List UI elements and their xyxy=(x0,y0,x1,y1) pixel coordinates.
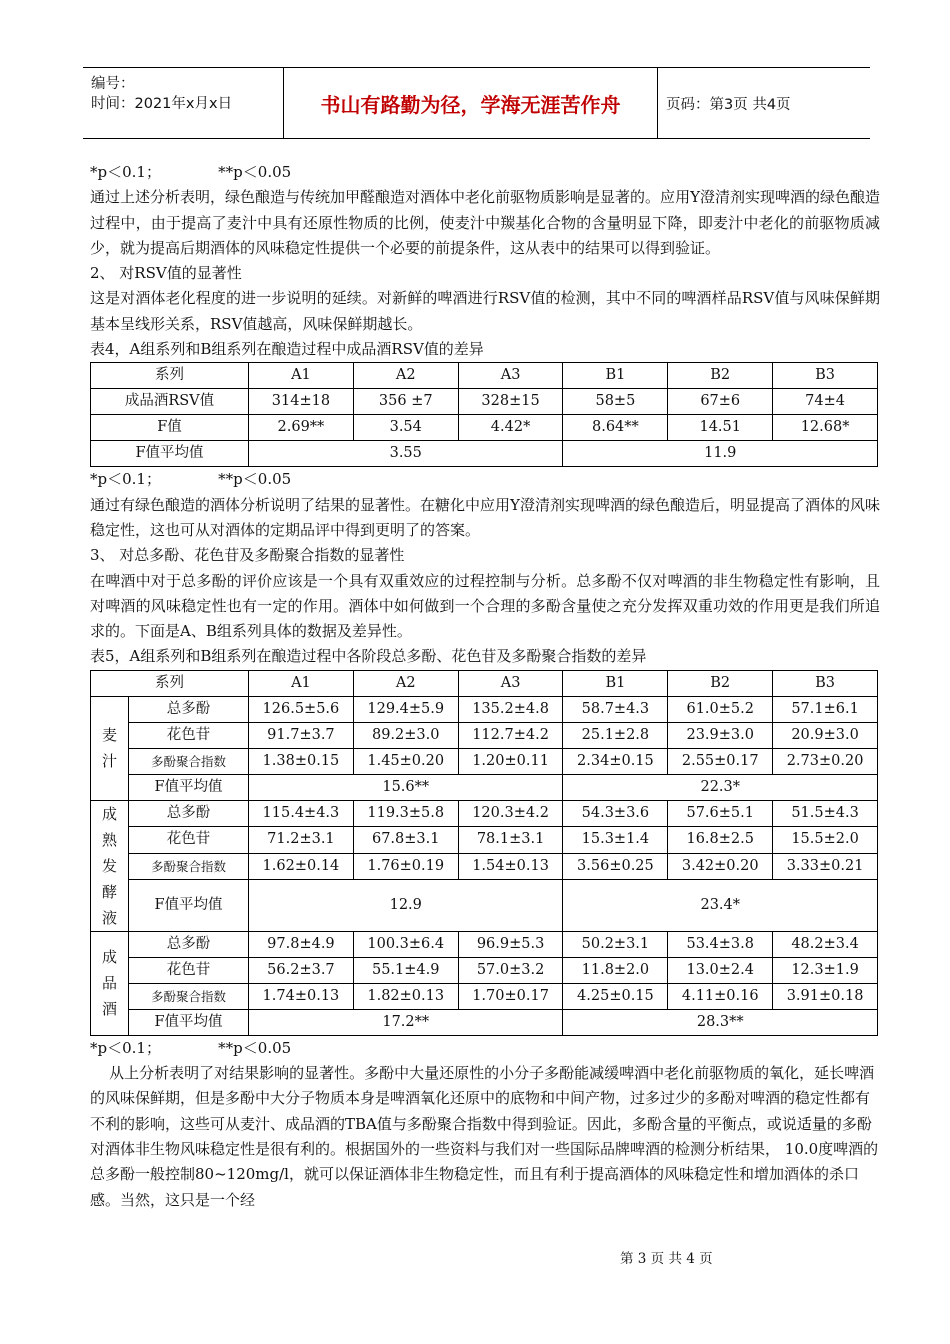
table-cell: 花色苷 xyxy=(129,957,249,983)
table-cell: 11.8±2.0 xyxy=(563,957,668,983)
table-header-row xyxy=(91,670,878,696)
table-cell: 61.0±5.2 xyxy=(668,696,773,722)
table-cell: 22.3* xyxy=(563,774,878,800)
table-row xyxy=(91,774,878,800)
table-cell: F值 xyxy=(91,415,249,441)
paragraph: 通过上述分析表明，绿色酿造与传统加甲醛酿造对酒体中老化前驱物质影响是显著的。应用Y澄清剂实现啤酒的绿色酿造过程中，由于提高了麦汁中具有还原性物质的比例，使麦汁中羰基化合物的含量明显下降，即麦汁中老化的前驱物质减少，就为提高后期酒体的风味稳定性提供一个必要的前提条件，这从表中的结果可以得到验证。 xyxy=(90,188,880,257)
table-cell: 总多酚 xyxy=(129,931,249,957)
table-cell: 1.74±0.13 xyxy=(249,983,354,1009)
table-cell: 97.8±4.9 xyxy=(249,931,354,957)
table-cell: 91.7±3.7 xyxy=(249,722,354,748)
table-row xyxy=(91,1009,878,1035)
table-cell: 总多酚 xyxy=(129,800,249,826)
table-cell: A2 xyxy=(353,670,458,696)
table-cell: 3.54 xyxy=(353,415,458,441)
table-caption: 表5，A组系列和B组系列在酿造过程中各阶段总多酚、花色苷及多酚聚合指数的差异 xyxy=(90,647,647,666)
table-row xyxy=(91,696,878,722)
table-cell: 12.68* xyxy=(773,415,878,441)
table-cell: 54.3±3.6 xyxy=(563,800,668,826)
table-cell: 15.6** xyxy=(249,774,563,800)
table-cell: 1.82±0.13 xyxy=(353,983,458,1009)
table-row xyxy=(91,415,878,441)
document-number-label: 编号： xyxy=(91,76,135,92)
table-cell: 1.54±0.13 xyxy=(458,853,563,879)
table-row xyxy=(91,879,878,931)
table-cell: 12.3±1.9 xyxy=(773,957,878,983)
table-cell: 8.64** xyxy=(563,415,668,441)
table-cell: 2.73±0.20 xyxy=(773,748,878,774)
table-cell: 3.55 xyxy=(249,441,563,467)
table-cell: 58.7±4.3 xyxy=(563,696,668,722)
table-cell: 78.1±3.1 xyxy=(458,827,563,853)
table-cell: 成品酒RSV值 xyxy=(91,389,249,415)
table-row xyxy=(91,931,878,957)
table-cell: A1 xyxy=(249,670,354,696)
table-cell: 67±6 xyxy=(668,389,773,415)
section-heading: 2、 对RSV值的显著性 xyxy=(90,264,242,283)
table-cell: 23.4* xyxy=(563,879,878,931)
table-row xyxy=(91,389,878,415)
table-cell: 14.51 xyxy=(668,415,773,441)
table-cell: 总多酚 xyxy=(129,696,249,722)
table-cell: 53.4±3.8 xyxy=(668,931,773,957)
table-cell: 多酚聚合指数 xyxy=(129,748,249,774)
significance-note: *p＜0.1； **p＜0.05 xyxy=(90,1038,292,1057)
table-cell: 2.34±0.15 xyxy=(563,748,668,774)
table-cell: B3 xyxy=(773,363,878,389)
table-cell: 129.4±5.9 xyxy=(353,696,458,722)
table-cell: B1 xyxy=(563,670,668,696)
table-rsv xyxy=(90,362,878,467)
table-cell: 花色苷 xyxy=(129,827,249,853)
table-cell: 100.3±6.4 xyxy=(353,931,458,957)
table-cell: 1.62±0.14 xyxy=(249,853,354,879)
paragraph: 通过有绿色酿造的酒体分析说明了结果的显著性。在糖化中应用Y澄清剂实现啤酒的绿色酿造后，明显提高了酒体的风味稳定性，这也可从对酒体的定期品评中得到更明了的答案。 xyxy=(90,495,880,539)
table-cell: 12.9 xyxy=(249,879,563,931)
table-cell: 花色苷 xyxy=(129,722,249,748)
header-divider xyxy=(657,68,658,138)
paragraph: 从上分析表明了对结果影响的显著性。多酚中大量还原性的小分子多酚能减缓啤酒中老化前驱物质的氧化，延长啤酒的风味保鲜期，但是多酚中大分子物质本身是啤酒氧化还原中的底物和中间产物，过多过少的多酚对啤酒的稳定性都有不利的影响，这些可从麦汁、成品酒的TBA值与多酚聚合指数中得到验证。因此，多酚含量的平衡点，或说适量的多酚对酒体非生物风味稳定性是很有利的。根据国外的一些资料与我们对一些国际品牌啤酒的检测分析结果， 10.0度啤酒的总多酚一般控制80~120mg/l，就可以保证酒体非生物稳定性，而且有利于提高酒体的风味稳定性和增加酒体的杀口感。当然，这只是一个经 xyxy=(90,1064,879,1209)
table-cell: 67.8±3.1 xyxy=(353,827,458,853)
table-cell: 328±15 xyxy=(458,389,563,415)
table-cell: 23.9±3.0 xyxy=(668,722,773,748)
table-cell: 314±18 xyxy=(249,389,354,415)
section-heading: 3、 对总多酚、花色苷及多酚聚合指数的显著性 xyxy=(90,546,405,565)
table-cell: A3 xyxy=(458,670,563,696)
table-cell: 4.11±0.16 xyxy=(668,983,773,1009)
table-row xyxy=(91,983,878,1009)
table-cell: 1.76±0.19 xyxy=(353,853,458,879)
table-header-row xyxy=(91,363,878,389)
table-cell: 112.7±4.2 xyxy=(458,722,563,748)
header-meta xyxy=(91,74,281,114)
table-cell: A2 xyxy=(353,363,458,389)
table-row xyxy=(91,853,878,879)
table-cell: 3.33±0.21 xyxy=(773,853,878,879)
table-cell: 356 ±7 xyxy=(353,389,458,415)
document-body xyxy=(90,160,880,1213)
table-cell: F值平均值 xyxy=(129,1009,249,1035)
table-cell: 2.69** xyxy=(249,415,354,441)
table-cell: 15.5±2.0 xyxy=(773,827,878,853)
table-cell: 120.3±4.2 xyxy=(458,800,563,826)
table-cell: B2 xyxy=(668,670,773,696)
table-row xyxy=(91,957,878,983)
table-row xyxy=(91,722,878,748)
table-cell: A1 xyxy=(249,363,354,389)
table-cell: 4.42* xyxy=(458,415,563,441)
table-row xyxy=(91,827,878,853)
table-cell: 13.0±2.4 xyxy=(668,957,773,983)
table-cell: 3.56±0.25 xyxy=(563,853,668,879)
table-cell: 28.3** xyxy=(563,1009,878,1035)
table-cell: 71.2±3.1 xyxy=(249,827,354,853)
header-page-number: 页码：第3页 共4页 xyxy=(666,96,791,113)
table-cell: 126.5±5.6 xyxy=(249,696,354,722)
table-cell: 3.42±0.20 xyxy=(668,853,773,879)
table-cell: 1.38±0.15 xyxy=(249,748,354,774)
table-cell: 2.55±0.17 xyxy=(668,748,773,774)
table-cell: B2 xyxy=(668,363,773,389)
table-cell: 15.3±1.4 xyxy=(563,827,668,853)
table-row xyxy=(91,800,878,826)
significance-note: *p＜0.1； **p＜0.05 xyxy=(90,470,292,489)
header-motto: 书山有路勤为径，学海无涯苦作舟 xyxy=(320,92,621,117)
table-cell: 58±5 xyxy=(563,389,668,415)
page-footer: 第 3 页 共 4 页 xyxy=(620,1251,713,1267)
table-cell: 20.9±3.0 xyxy=(773,722,878,748)
table-cell: 11.9 xyxy=(563,441,878,467)
table-cell: 57.0±3.2 xyxy=(458,957,563,983)
table-cell: 96.9±5.3 xyxy=(458,931,563,957)
table-cell: 系列 xyxy=(91,670,249,696)
table-cell: 系列 xyxy=(91,363,249,389)
table-cell: 119.3±5.8 xyxy=(353,800,458,826)
significance-note: *p＜0.1； **p＜0.05 xyxy=(90,163,292,181)
table-cell: 16.8±2.5 xyxy=(668,827,773,853)
table-cell: 17.2** xyxy=(249,1009,563,1035)
table-cell: 55.1±4.9 xyxy=(353,957,458,983)
table-cell: B1 xyxy=(563,363,668,389)
table-cell: 56.2±3.7 xyxy=(249,957,354,983)
table-cell: 1.20±0.11 xyxy=(458,748,563,774)
table-cell: 50.2±3.1 xyxy=(563,931,668,957)
document-time-label: 时间：2021年x月x日 xyxy=(91,96,233,112)
table-cell: 115.4±4.3 xyxy=(249,800,354,826)
paragraph: 这是对酒体老化程度的进一步说明的延续。对新鲜的啤酒进行RSV值的检测，其中不同的啤酒样品RSV值与风味保鲜期基本呈线形关系，RSV值越高，风味保鲜期越长。 xyxy=(90,289,880,333)
table-cell: B3 xyxy=(773,670,878,696)
table-cell: 74±4 xyxy=(773,389,878,415)
stage-label-finished-beer: 成 品 酒 xyxy=(91,931,129,1035)
table-cell: F值平均值 xyxy=(129,879,249,931)
paragraph: 在啤酒中对于总多酚的评价应该是一个具有双重效应的过程控制与分析。总多酚不仅对啤酒的非生物稳定性有影响，且对啤酒的风味稳定性也有一定的作用。酒体中如何做到一个合理的多酚含量使之充分发挥双重功效的作用更是我们所追求的。下面是A、B组系列具体的数据及差异性。 xyxy=(90,571,880,641)
table-cell: 57.1±6.1 xyxy=(773,696,878,722)
stage-label-fermentation: 成 熟 发 酵 液 xyxy=(91,800,129,931)
table-cell: 25.1±2.8 xyxy=(563,722,668,748)
table-cell: 多酚聚合指数 xyxy=(129,983,249,1009)
table-cell: 多酚聚合指数 xyxy=(129,853,249,879)
stage-label-wort: 麦 汁 xyxy=(91,696,129,800)
table-polyphenol xyxy=(90,670,878,1036)
table-cell: 3.91±0.18 xyxy=(773,983,878,1009)
table-cell: 1.70±0.17 xyxy=(458,983,563,1009)
table-cell: 135.2±4.8 xyxy=(458,696,563,722)
table-row xyxy=(91,748,878,774)
table-cell: A3 xyxy=(458,363,563,389)
table-cell: 51.5±4.3 xyxy=(773,800,878,826)
page-header xyxy=(83,67,870,139)
table-cell: 48.2±3.4 xyxy=(773,931,878,957)
table-cell: 89.2±3.0 xyxy=(353,722,458,748)
table-caption: 表4，A组系列和B组系列在酿造过程中成品酒RSV值的差异 xyxy=(90,340,484,359)
table-row xyxy=(91,441,878,467)
table-cell: 57.6±5.1 xyxy=(668,800,773,826)
table-cell: F值平均值 xyxy=(129,774,249,800)
table-cell: 1.45±0.20 xyxy=(353,748,458,774)
table-cell: 4.25±0.15 xyxy=(563,983,668,1009)
table-cell: F值平均值 xyxy=(91,441,249,467)
